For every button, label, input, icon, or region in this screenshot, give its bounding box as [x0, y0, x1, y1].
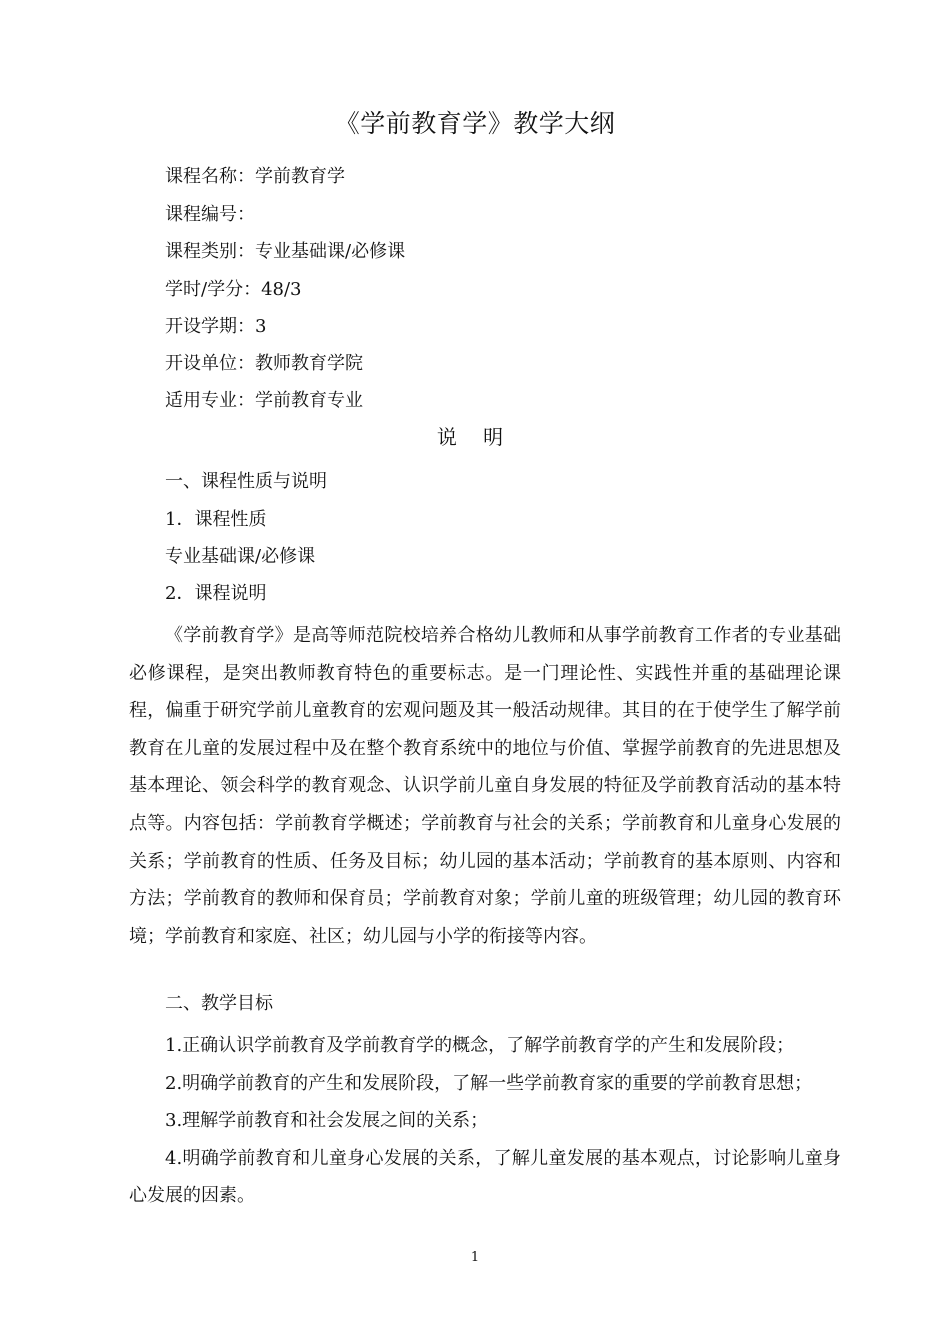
goal-item-4: 4.明确学前教育和儿童身心发展的关系，了解儿童发展的基本观点，讨论影响儿童身心发展的因素。	[129, 1148, 841, 1206]
item1-heading: 1．课程性质	[165, 509, 267, 530]
goal-item-2: 2.明确学前教育的产生和发展阶段，了解一些学前教育家的重要的学前教育思想；	[165, 1073, 813, 1094]
course-description-text: 《学前教育学》是高等师范院校培养合格幼儿教师和从事学前教育工作者的专业基础必修课程，是突出教师教育特色的重要标志。是一门理论性、实践性并重的基础理论课程，偏重于研究学前儿童教育的宏观问题及其一般活动规律。其目的在于使学生了解学前教育在儿童的发展过程中及在整个教育系统中的地位与价值、掌握学前教育的先进思想及基本理论、领会科学的教育观念、认识学前儿童自身发展的特征及学前教育活动的基本特点等。内容包括：学前教育学概述；学前教育与社会的关系；学前教育和儿童身心发展的关系；学前教育的性质、任务及目标；幼儿园的基本活动；学前教育的基本原则、内容和方法；学前教育的教师和保育员；学前教育对象；学前儿童的班级管理；幼儿园的教育环境；学前教育和家庭、社区；幼儿园与小学的衔接等内容。	[129, 625, 841, 947]
goal-item-1: 1.正确认识学前教育及学前教育学的概念，了解学前教育学的产生和发展阶段；	[165, 1035, 795, 1056]
course-semester-line: 开设学期：3	[165, 316, 267, 337]
course-code-line: 课程编号：	[165, 204, 255, 225]
document-title: 《学前教育学》教学大纲	[334, 109, 616, 138]
part2-heading: 二、教学目标	[165, 993, 273, 1014]
item2-heading: 2．课程说明	[165, 583, 267, 604]
page-number: 1	[470, 1250, 480, 1265]
part1-heading: 一、课程性质与说明	[165, 471, 327, 492]
course-unit-line: 开设单位：教师教育学院	[165, 353, 363, 374]
item1-text: 专业基础课/必修课	[165, 546, 316, 567]
goal-item-3: 3.理解学前教育和社会发展之间的关系；	[165, 1110, 489, 1131]
course-description	[129, 617, 841, 955]
course-name-line: 课程名称：学前教育学	[165, 166, 345, 187]
course-major-line: 适用专业：学前教育专业	[165, 390, 363, 411]
course-hours-credits-line: 学时/学分：48/3	[165, 279, 302, 300]
section-title: 说 明	[436, 425, 514, 449]
course-category-line: 课程类别：专业基础课/必修课	[165, 241, 406, 262]
